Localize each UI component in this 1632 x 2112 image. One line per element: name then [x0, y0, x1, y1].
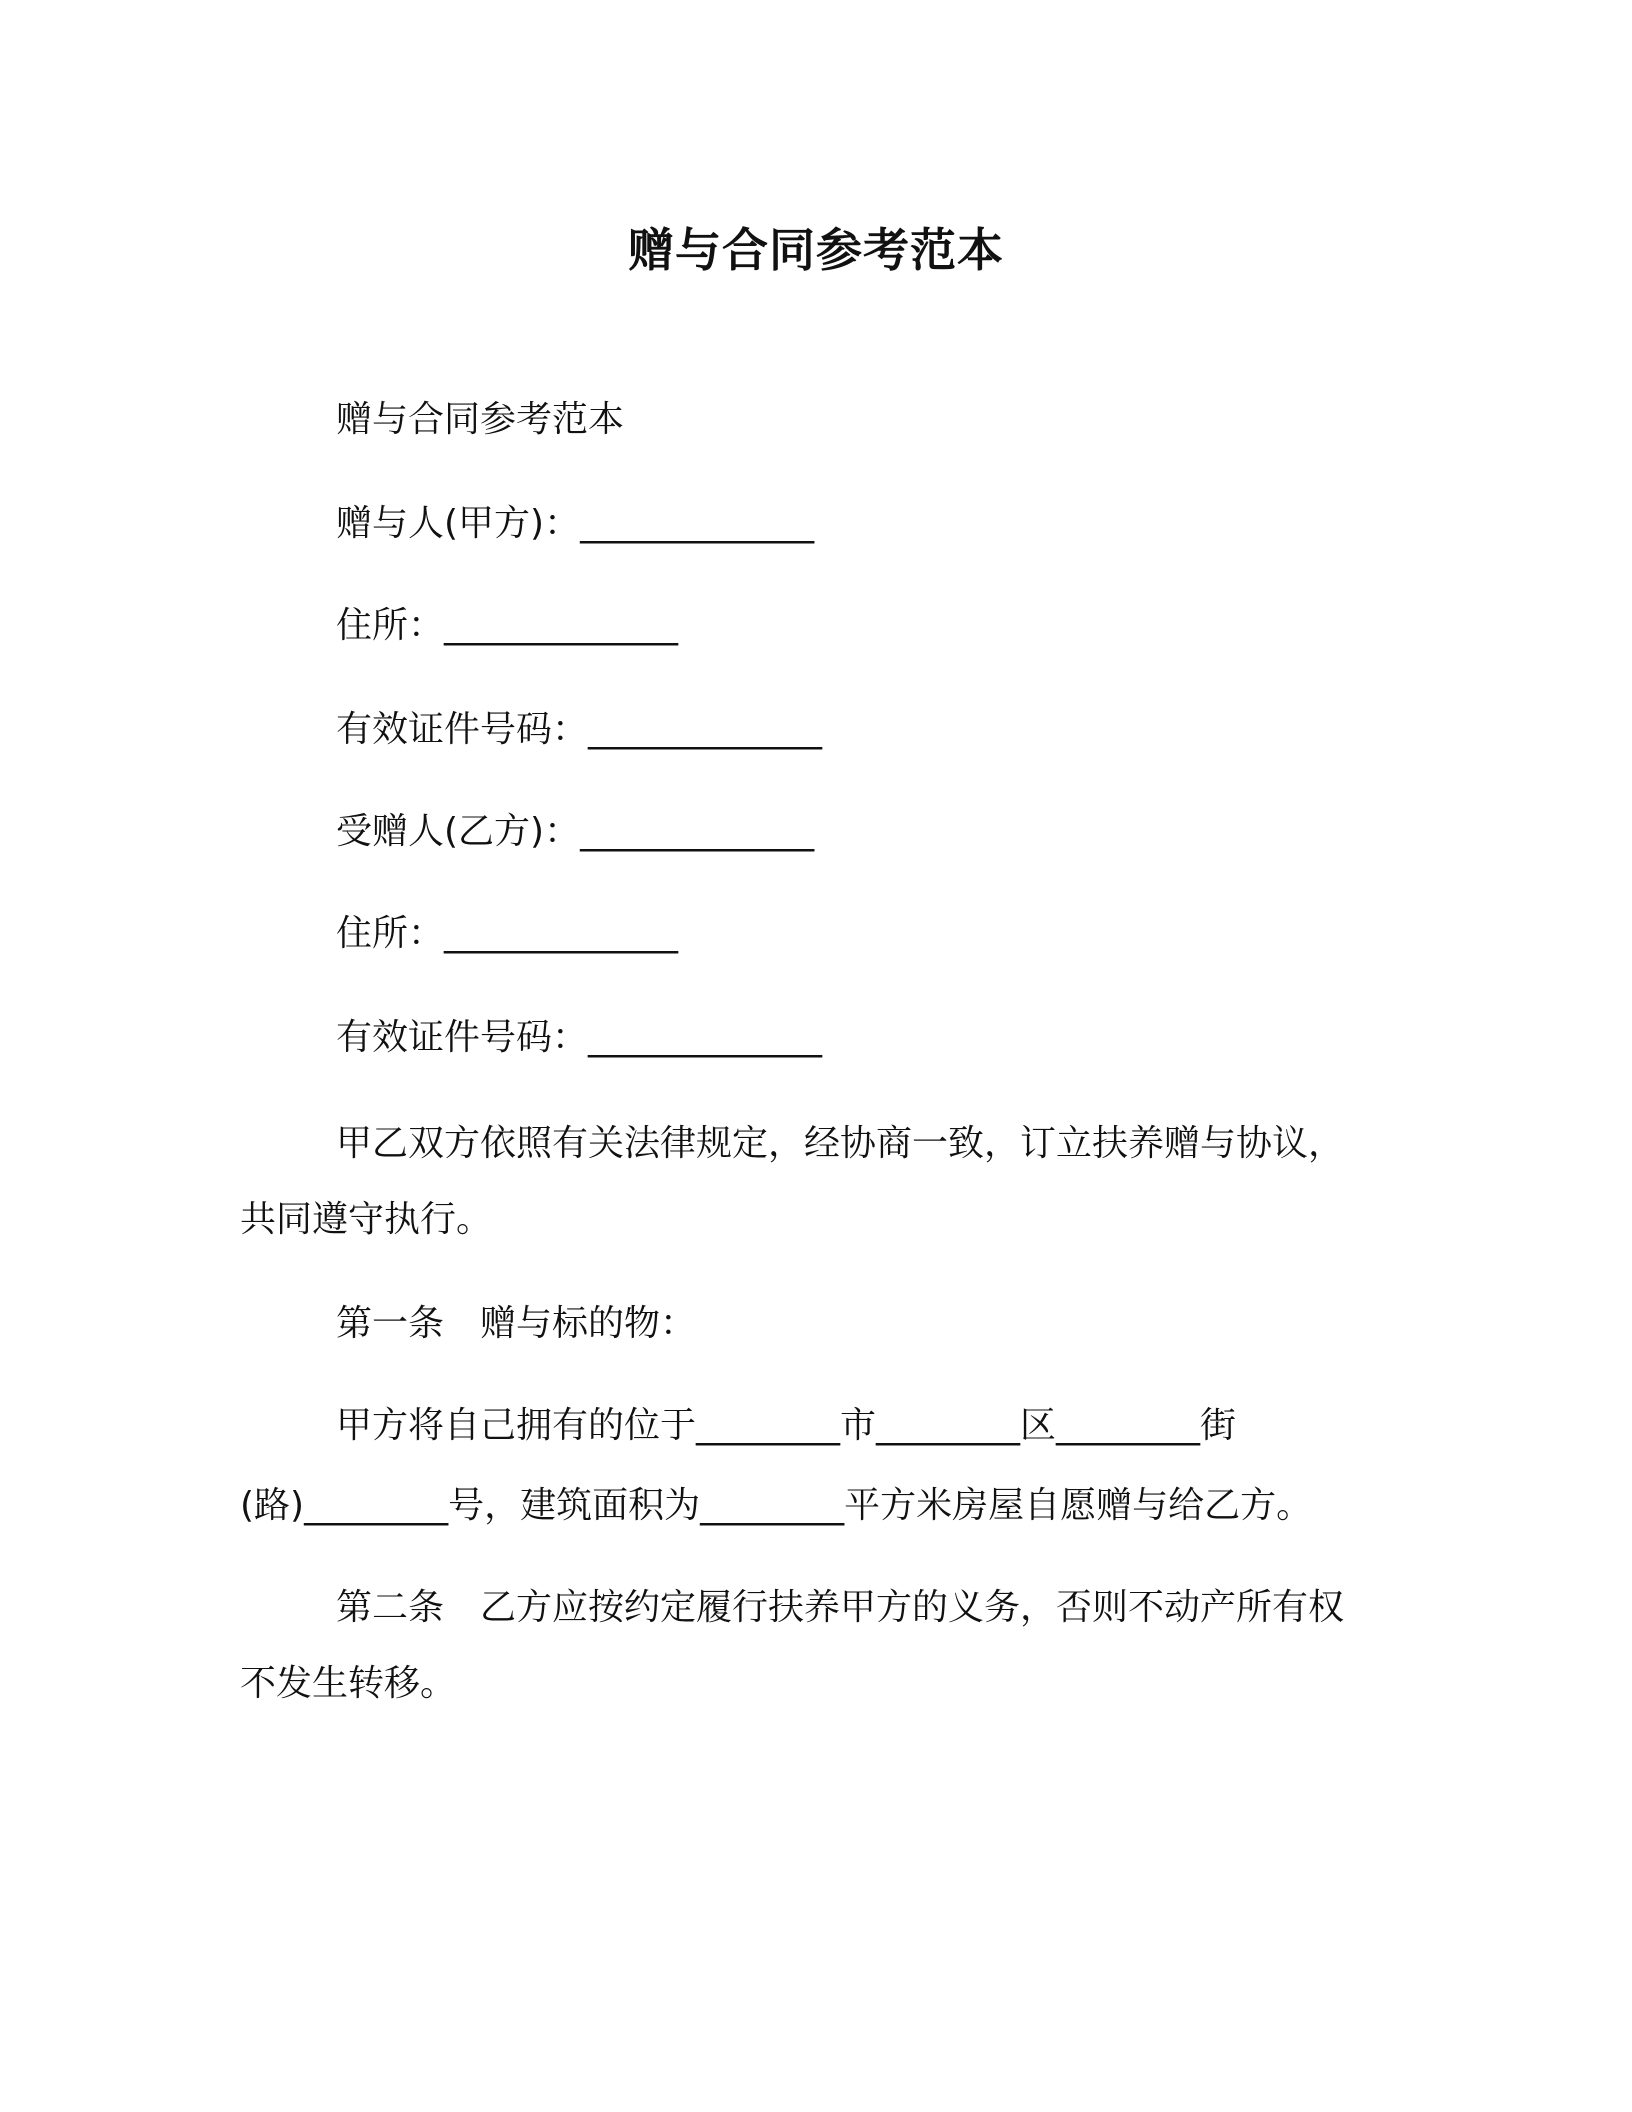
document-title: 赠与合同参考范本 [628, 223, 1004, 277]
article-2-line-1: 第二条 乙方应按约定履行扶养甲方的义务，否则不动产所有权 [336, 1587, 1345, 1628]
article-1-heading: 第一条 赠与标的物： [336, 1303, 697, 1344]
donee-field: 受赠人(乙方)：_____________ [336, 811, 815, 852]
intro-paragraph-line-2: 共同遵守执行。 [240, 1199, 493, 1240]
donor-field: 赠与人(甲方)：_____________ [336, 503, 815, 544]
article-2-line-2: 不发生转移。 [240, 1663, 457, 1704]
donee-address-field: 住所：_____________ [336, 913, 679, 954]
donee-id-field: 有效证件号码：_____________ [336, 1017, 823, 1058]
article-1-line-1: 甲方将自己拥有的位于________市________区________街 [336, 1405, 1237, 1446]
subtitle: 赠与合同参考范本 [336, 399, 625, 440]
donor-id-field: 有效证件号码：_____________ [336, 709, 823, 750]
intro-paragraph-line-1: 甲乙双方依照有关法律规定，经协商一致，订立扶养赠与协议， [336, 1123, 1345, 1164]
article-1-line-2: (路)________号，建筑面积为________平方米房屋自愿赠与给乙方。 [240, 1485, 1313, 1526]
donor-address-field: 住所：_____________ [336, 605, 679, 646]
